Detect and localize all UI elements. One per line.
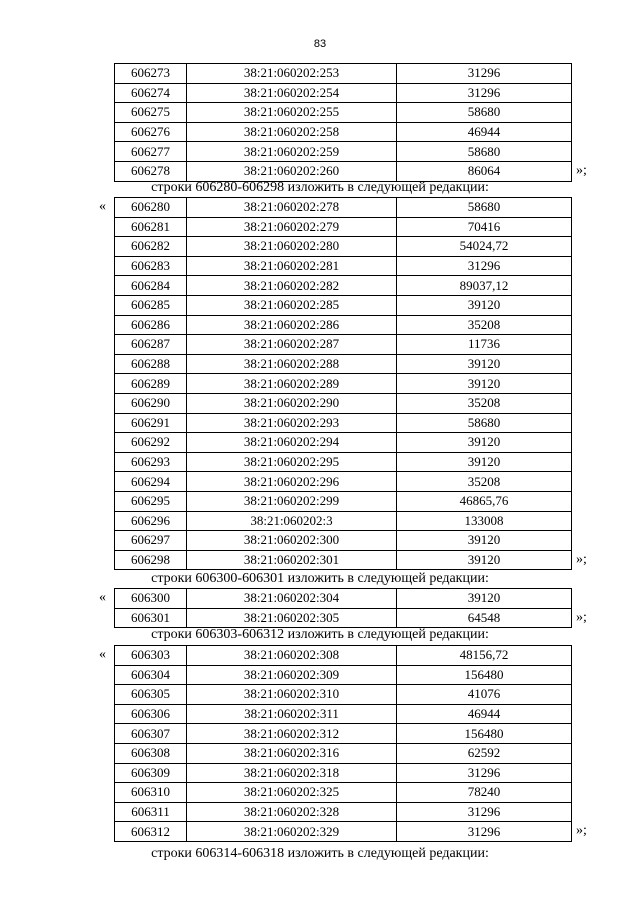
table-row	[115, 276, 572, 296]
table-row	[115, 83, 572, 103]
cadastral-number-cell: 38:21:060202:325	[187, 783, 397, 803]
cadastral-number-cell: 38:21:060202:293	[187, 413, 397, 433]
amendment-caption: строки 606303-606312 изложить в следующей редакции:	[151, 627, 489, 642]
cadastral-number-cell: 38:21:060202:286	[187, 315, 397, 335]
table-row	[115, 217, 572, 237]
value-cell: 156480	[397, 724, 572, 744]
value-cell: 133008	[397, 511, 572, 531]
data-table	[114, 588, 572, 628]
table-row	[115, 64, 572, 84]
row-number-cell: 606307	[115, 724, 187, 744]
row-number-cell: 606293	[115, 452, 187, 472]
cadastral-number-cell: 38:21:060202:254	[187, 83, 397, 103]
cadastral-number-cell: 38:21:060202:281	[187, 256, 397, 276]
table-row	[115, 335, 572, 355]
value-cell: 31296	[397, 763, 572, 783]
cadastral-number-cell: 38:21:060202:301	[187, 550, 397, 570]
cadastral-number-cell: 38:21:060202:312	[187, 724, 397, 744]
table-row	[115, 608, 572, 628]
table-row	[115, 393, 572, 413]
row-number-cell: 606273	[115, 64, 187, 84]
table-row	[115, 763, 572, 783]
table-row	[115, 295, 572, 315]
value-cell: 31296	[397, 64, 572, 84]
table-row	[115, 783, 572, 803]
row-number-cell: 606305	[115, 685, 187, 705]
cadastral-number-cell: 38:21:060202:259	[187, 142, 397, 162]
cadastral-number-cell: 38:21:060202:305	[187, 608, 397, 628]
value-cell: 78240	[397, 783, 572, 803]
closing-quote-mark: »;	[576, 609, 587, 625]
value-cell: 39120	[397, 374, 572, 394]
cadastral-number-cell: 38:21:060202:328	[187, 802, 397, 822]
value-cell: 31296	[397, 822, 572, 842]
cadastral-number-cell: 38:21:060202:295	[187, 452, 397, 472]
row-number-cell: 606311	[115, 802, 187, 822]
value-cell: 58680	[397, 413, 572, 433]
value-cell: 46944	[397, 704, 572, 724]
cadastral-number-cell: 38:21:060202:278	[187, 198, 397, 218]
table-row	[115, 413, 572, 433]
row-number-cell: 606291	[115, 413, 187, 433]
row-number-cell: 606288	[115, 354, 187, 374]
table-row	[115, 511, 572, 531]
cadastral-number-cell: 38:21:060202:289	[187, 374, 397, 394]
row-number-cell: 606283	[115, 256, 187, 276]
opening-quote-mark: «	[99, 647, 106, 662]
table-row	[115, 161, 572, 181]
table-row	[115, 743, 572, 763]
cadastral-number-cell: 38:21:060202:290	[187, 393, 397, 413]
amendment-caption: строки 606280-606298 изложить в следующей редакции:	[151, 180, 489, 195]
cadastral-number-cell: 38:21:060202:296	[187, 472, 397, 492]
value-cell: 86064	[397, 161, 572, 181]
value-cell: 39120	[397, 531, 572, 551]
value-cell: 31296	[397, 256, 572, 276]
value-cell: 35208	[397, 393, 572, 413]
table-row	[115, 491, 572, 511]
value-cell: 46944	[397, 122, 572, 142]
cadastral-number-cell: 38:21:060202:253	[187, 64, 397, 84]
cadastral-number-cell: 38:21:060202:280	[187, 237, 397, 257]
value-cell: 64548	[397, 608, 572, 628]
row-number-cell: 606286	[115, 315, 187, 335]
table-row	[115, 315, 572, 335]
row-number-cell: 606280	[115, 198, 187, 218]
cadastral-number-cell: 38:21:060202:258	[187, 122, 397, 142]
closing-quote-mark: »;	[576, 823, 587, 839]
value-cell: 70416	[397, 217, 572, 237]
closing-quote-mark: »;	[576, 551, 587, 567]
row-number-cell: 606304	[115, 665, 187, 685]
row-number-cell: 606306	[115, 704, 187, 724]
cadastral-number-cell: 38:21:060202:260	[187, 161, 397, 181]
cadastral-number-cell: 38:21:060202:285	[187, 295, 397, 315]
data-table	[114, 645, 572, 842]
amendment-caption: строки 606314-606318 изложить в следующей редакции:	[151, 846, 489, 861]
table-row	[115, 665, 572, 685]
value-cell: 89037,12	[397, 276, 572, 296]
opening-quote-mark: «	[99, 590, 106, 605]
cadastral-number-cell: 38:21:060202:299	[187, 491, 397, 511]
amendment-caption: строки 606300-606301 изложить в следующей редакции:	[151, 571, 489, 586]
row-number-cell: 606276	[115, 122, 187, 142]
row-number-cell: 606297	[115, 531, 187, 551]
cadastral-number-cell: 38:21:060202:310	[187, 685, 397, 705]
row-number-cell: 606295	[115, 491, 187, 511]
row-number-cell: 606275	[115, 103, 187, 123]
row-number-cell: 606312	[115, 822, 187, 842]
table-row	[115, 704, 572, 724]
table-row	[115, 198, 572, 218]
table-row	[115, 802, 572, 822]
value-cell: 46865,76	[397, 491, 572, 511]
row-number-cell: 606298	[115, 550, 187, 570]
table-row	[115, 685, 572, 705]
value-cell: 48156,72	[397, 646, 572, 666]
cadastral-number-cell: 38:21:060202:255	[187, 103, 397, 123]
row-number-cell: 606277	[115, 142, 187, 162]
cadastral-number-cell: 38:21:060202:318	[187, 763, 397, 783]
table-row	[115, 472, 572, 492]
value-cell: 41076	[397, 685, 572, 705]
table-row	[115, 433, 572, 453]
cadastral-number-cell: 38:21:060202:329	[187, 822, 397, 842]
row-number-cell: 606290	[115, 393, 187, 413]
opening-quote-mark: «	[99, 199, 106, 214]
value-cell: 54024,72	[397, 237, 572, 257]
value-cell: 35208	[397, 472, 572, 492]
row-number-cell: 606278	[115, 161, 187, 181]
table-row	[115, 822, 572, 842]
row-number-cell: 606289	[115, 374, 187, 394]
row-number-cell: 606281	[115, 217, 187, 237]
row-number-cell: 606282	[115, 237, 187, 257]
cadastral-number-cell: 38:21:060202:282	[187, 276, 397, 296]
cadastral-number-cell: 38:21:060202:311	[187, 704, 397, 724]
cadastral-number-cell: 38:21:060202:304	[187, 589, 397, 609]
row-number-cell: 606274	[115, 83, 187, 103]
data-table	[114, 197, 572, 570]
table-row	[115, 452, 572, 472]
value-cell: 39120	[397, 452, 572, 472]
row-number-cell: 606296	[115, 511, 187, 531]
value-cell: 39120	[397, 550, 572, 570]
data-table	[114, 63, 572, 182]
value-cell: 58680	[397, 103, 572, 123]
value-cell: 58680	[397, 142, 572, 162]
page-number: 83	[313, 38, 327, 50]
row-number-cell: 606284	[115, 276, 187, 296]
row-number-cell: 606294	[115, 472, 187, 492]
table-row	[115, 354, 572, 374]
row-number-cell: 606285	[115, 295, 187, 315]
table-row	[115, 589, 572, 609]
cadastral-number-cell: 38:21:060202:287	[187, 335, 397, 355]
value-cell: 39120	[397, 295, 572, 315]
table-row	[115, 122, 572, 142]
table-row	[115, 531, 572, 551]
table-row	[115, 374, 572, 394]
table-row	[115, 256, 572, 276]
row-number-cell: 606310	[115, 783, 187, 803]
value-cell: 31296	[397, 802, 572, 822]
table-row	[115, 550, 572, 570]
table-row	[115, 646, 572, 666]
closing-quote-mark: »;	[576, 163, 587, 178]
row-number-cell: 606300	[115, 589, 187, 609]
row-number-cell: 606287	[115, 335, 187, 355]
value-cell: 35208	[397, 315, 572, 335]
value-cell: 39120	[397, 433, 572, 453]
value-cell: 31296	[397, 83, 572, 103]
cadastral-number-cell: 38:21:060202:279	[187, 217, 397, 237]
table-row	[115, 103, 572, 123]
value-cell: 39120	[397, 589, 572, 609]
row-number-cell: 606309	[115, 763, 187, 783]
table-row	[115, 142, 572, 162]
cadastral-number-cell: 38:21:060202:294	[187, 433, 397, 453]
cadastral-number-cell: 38:21:060202:288	[187, 354, 397, 374]
value-cell: 11736	[397, 335, 572, 355]
value-cell: 39120	[397, 354, 572, 374]
value-cell: 156480	[397, 665, 572, 685]
row-number-cell: 606292	[115, 433, 187, 453]
table-row	[115, 237, 572, 257]
row-number-cell: 606303	[115, 646, 187, 666]
cadastral-number-cell: 38:21:060202:309	[187, 665, 397, 685]
row-number-cell: 606301	[115, 608, 187, 628]
cadastral-number-cell: 38:21:060202:316	[187, 743, 397, 763]
row-number-cell: 606308	[115, 743, 187, 763]
table-row	[115, 724, 572, 744]
value-cell: 62592	[397, 743, 572, 763]
value-cell: 58680	[397, 198, 572, 218]
cadastral-number-cell: 38:21:060202:3	[187, 511, 397, 531]
cadastral-number-cell: 38:21:060202:300	[187, 531, 397, 551]
cadastral-number-cell: 38:21:060202:308	[187, 646, 397, 666]
